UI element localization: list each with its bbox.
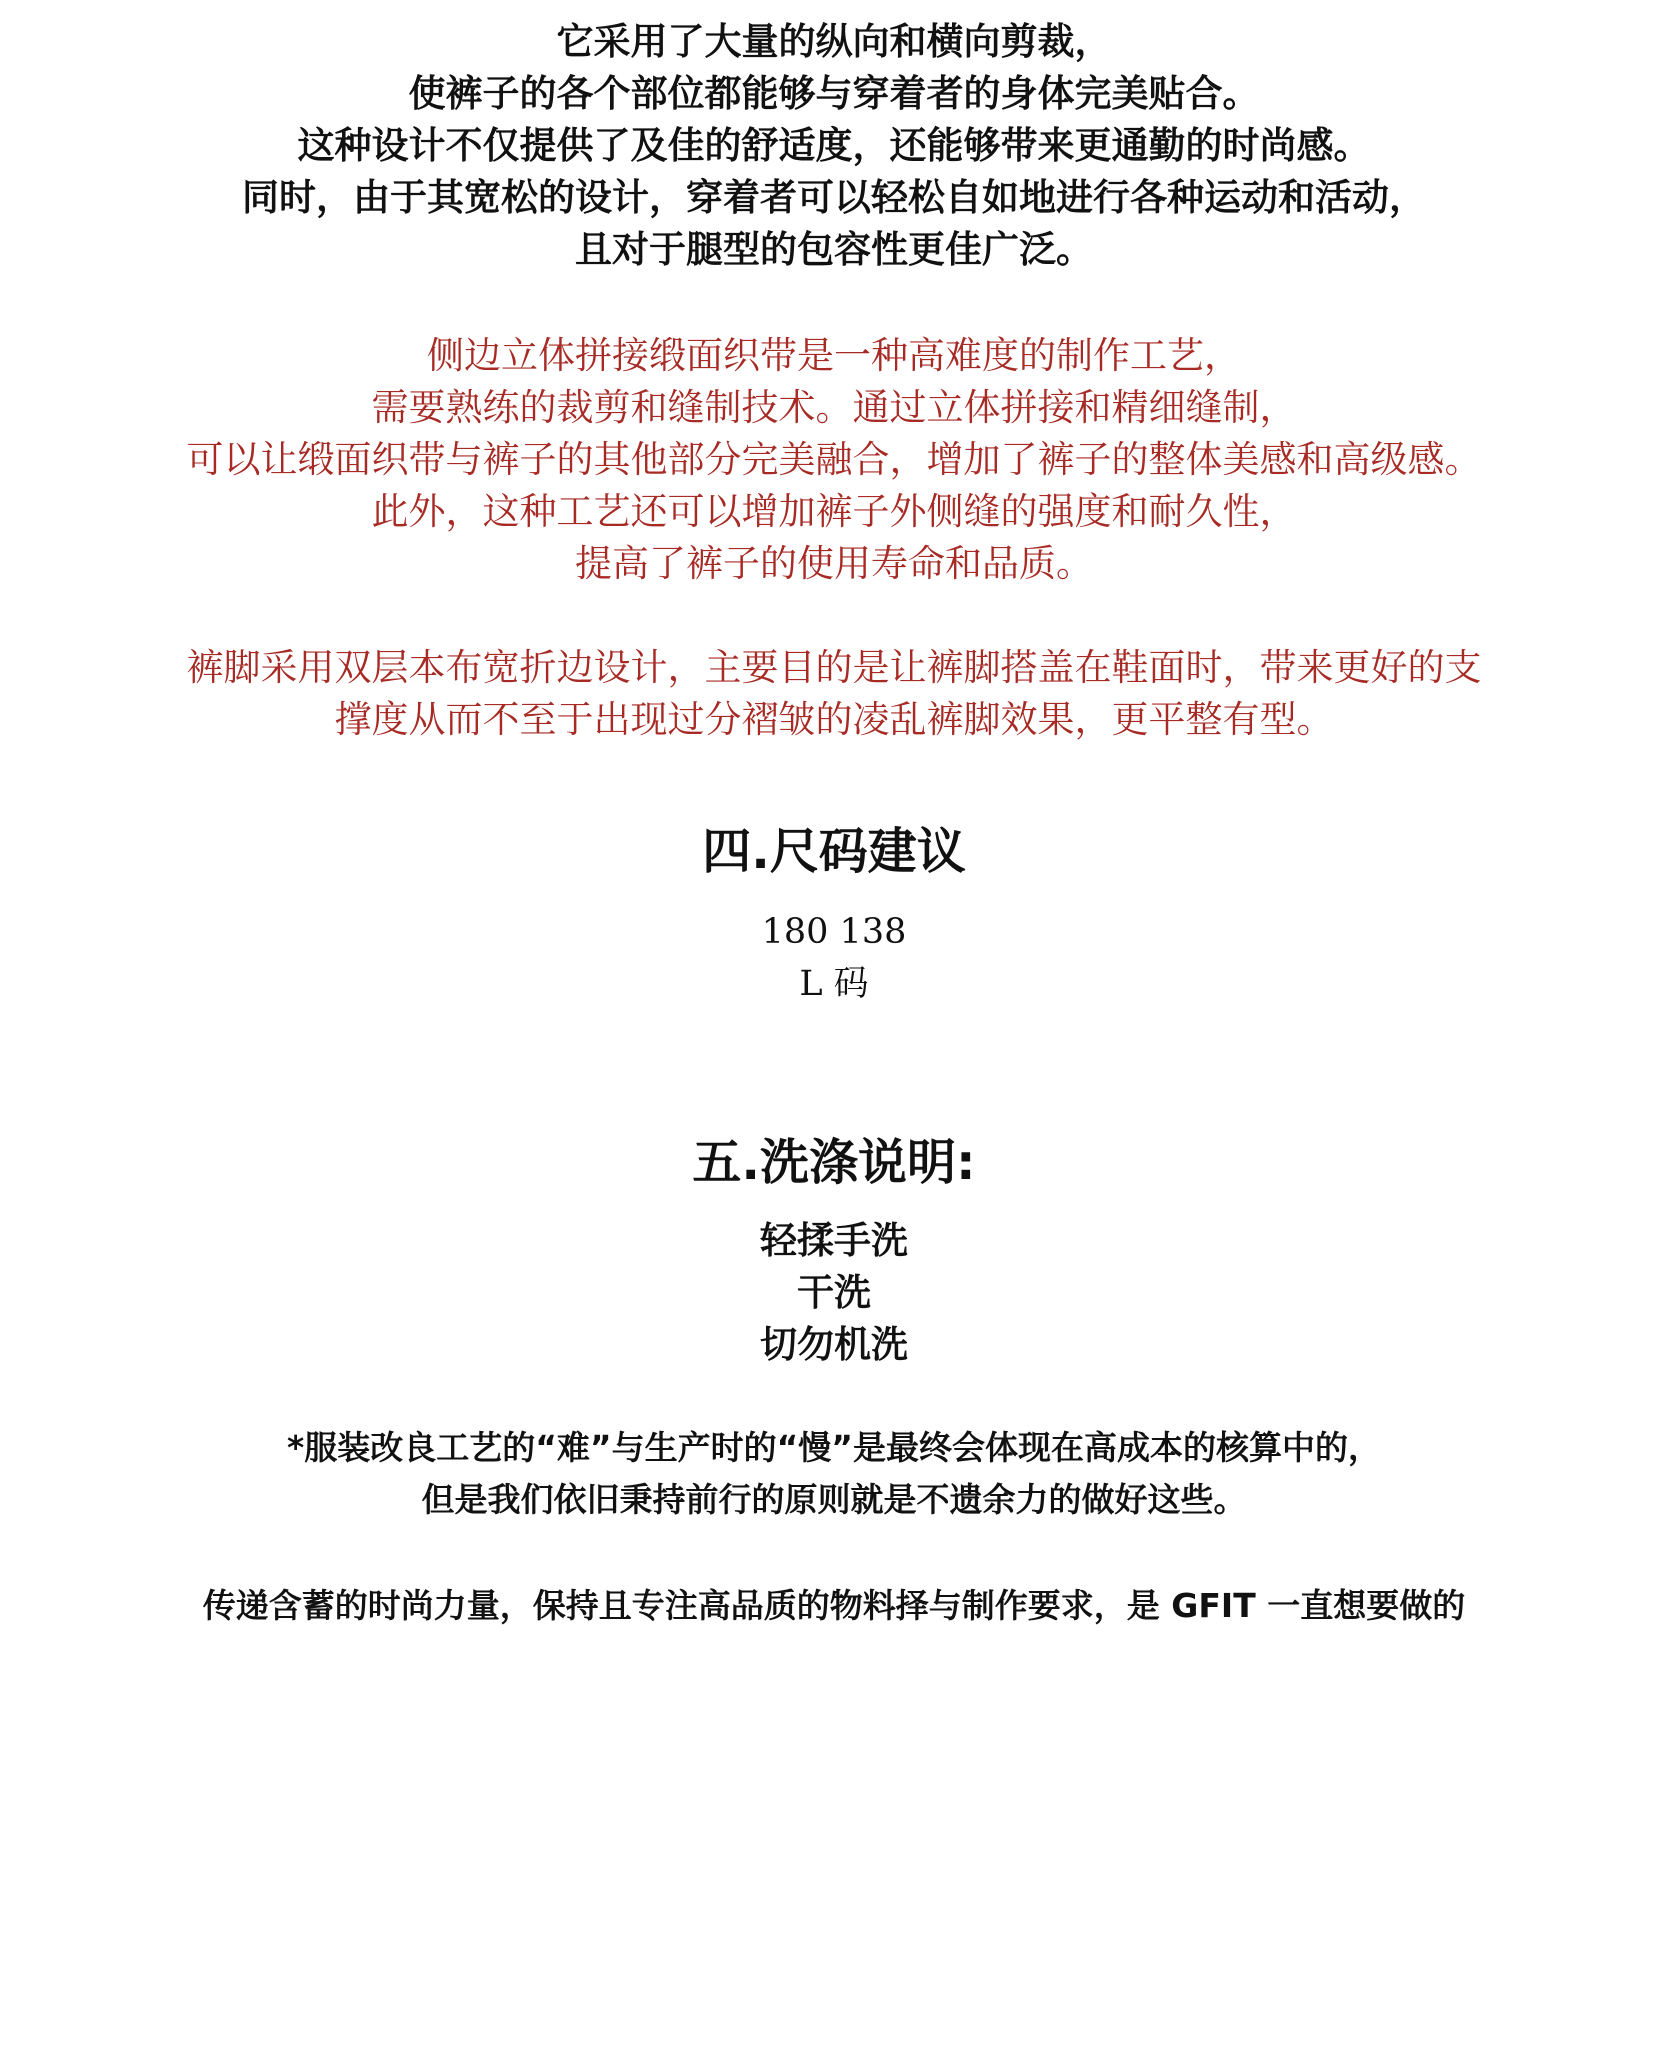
fit-description-line: 这种设计不仅提供了及佳的舒适度，还能够带来更通勤的时尚感。 [297, 124, 1371, 167]
fit-description-line: 同时，由于其宽松的设计，穿着者可以轻松自如地进行各种运动和活动， [242, 176, 1426, 219]
footnote-line: 但是我们依旧秉持前行的原则就是不遗余力的做好这些。 [421, 1480, 1247, 1519]
wash-instruction-item: 轻揉手洗 [760, 1219, 908, 1262]
size-suggestion [0, 906, 1668, 1010]
craft-description-line: 提高了裤子的使用寿命和品质。 [575, 542, 1093, 585]
craft-description-line: 此外，这种工艺还可以增加裤子外侧缝的强度和耐久性， [371, 490, 1297, 533]
fit-description-line: 使裤子的各个部位都能够与穿着者的身体完美贴合。 [408, 72, 1260, 115]
hem-description-line: 裤脚采用双层本布宽折边设计，主要目的是让裤脚搭盖在鞋面时，带来更好的支 [186, 646, 1482, 689]
size-section-title: 四.尺码建议 [702, 823, 966, 880]
craft-description-line: 可以让缎面织带与裤子的其他部分完美融合，增加了裤子的整体美感和高级感。 [186, 438, 1482, 481]
fit-description-paragraph [0, 16, 1668, 276]
size-suggestion-measurements: 180 138 [761, 912, 907, 952]
fit-description-line: 它采用了大量的纵向和横向剪裁， [556, 20, 1112, 63]
craft-description-line: 需要熟练的裁剪和缝制技术。通过立体拼接和精细缝制， [371, 386, 1297, 429]
wash-instruction-item: 干洗 [797, 1271, 871, 1314]
size-suggestion-size: L 码 [799, 964, 869, 1004]
wash-section-title: 五.洗涤说明: [692, 1134, 976, 1191]
brand-slogan: 传递含蓄的时尚力量，保持且专注高品质的物料择与制作要求，是 GFIT 一直想要做的 [202, 1586, 1466, 1625]
satin-tape-craft-paragraph [0, 330, 1668, 590]
footnote-line: *服装改良工艺的“难”与生产时的“慢”是最终会体现在高成本的核算中的， [286, 1428, 1381, 1467]
wash-instruction-item: 切勿机洗 [760, 1323, 908, 1366]
fit-description-line: 且对于腿型的包容性更佳广泛。 [575, 228, 1093, 271]
hem-design-paragraph [0, 642, 1668, 746]
wash-instructions-list [0, 1215, 1668, 1371]
hem-description-line: 撑度从而不至于出现过分褶皱的凌乱裤脚效果，更平整有型。 [334, 698, 1334, 741]
craft-cost-footnote [0, 1422, 1668, 1526]
craft-description-line: 侧边立体拼接缎面织带是一种高难度的制作工艺， [427, 334, 1241, 377]
